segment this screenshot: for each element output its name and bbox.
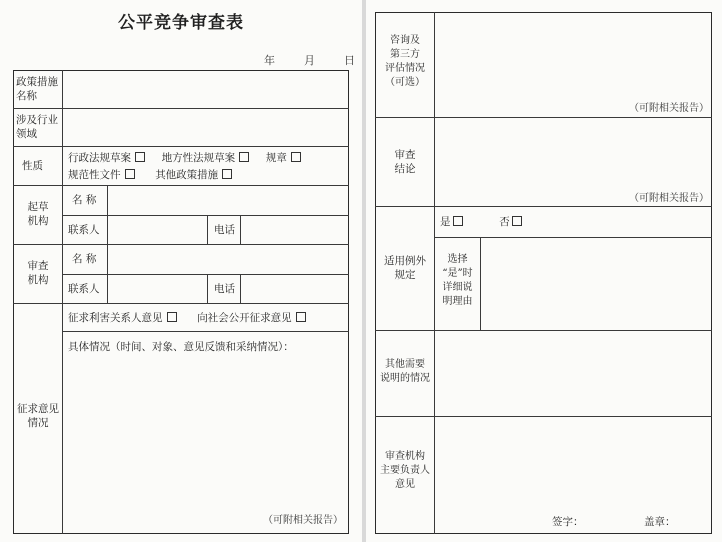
other-info-label: 其他需要 说明的情况 (380, 359, 430, 384)
year-label: 年 (264, 54, 275, 67)
other-policy-option: 其他政策措施 (155, 169, 219, 181)
policy-name-label: 政策措施 名称 (16, 76, 58, 102)
month-label: 月 (304, 54, 315, 67)
right-page (366, 0, 722, 542)
industry-label: 涉及行业 领域 (16, 114, 58, 140)
drafting-org-label: 起草 机构 (27, 201, 49, 227)
consult-label: 咨询及 第三方 评估情况 （可选） (385, 35, 425, 88)
choose-reason-label: 选择 “是”时 详细说 明理由 (442, 254, 473, 307)
conclusion-label: 审查 结论 (394, 149, 416, 175)
exception-label: 适用例外 规定 (384, 255, 426, 281)
attach-report-note: （可附相关报告） (263, 515, 343, 526)
admin-reg-option: 行政法规草案 (68, 152, 131, 164)
other-policy-checkbox[interactable] (222, 169, 232, 179)
drafting-phone-label: 电话 (214, 224, 235, 236)
head-opinion-label: 审查机构 主要负责人 意见 (380, 451, 430, 490)
form-title: 公平竞争审查表 (118, 13, 244, 33)
local-reg-option: 地方性法规草案 (161, 152, 236, 164)
reviewing-phone-label: 电话 (214, 283, 235, 295)
rules-option: 规章 (265, 152, 287, 164)
signature-label: 签字： (552, 516, 584, 528)
date-line (264, 52, 355, 68)
no-option: 否 (499, 216, 510, 228)
left-form-table (13, 70, 349, 534)
reviewing-name-label: 名 称 (72, 253, 97, 265)
nature-options-row2 (68, 168, 232, 182)
seal-label: 盖章： (644, 516, 676, 528)
stakeholders-option: 征求利害关系人意见 (68, 312, 163, 324)
rules-checkbox[interactable] (291, 152, 301, 162)
conclusion-attach-note: （可附相关报告） (629, 193, 709, 204)
opinion-label: 征求意见 情况 (17, 403, 59, 429)
normative-option: 规范性文件 (68, 169, 121, 181)
reviewing-contact-label: 联系人 (68, 283, 100, 295)
reviewing-org-label: 审查 机构 (27, 260, 49, 286)
consult-attach-note: （可附相关报告） (629, 103, 709, 114)
yes-checkbox[interactable] (453, 216, 463, 226)
stakeholders-checkbox[interactable] (167, 312, 177, 322)
drafting-name-label: 名 称 (72, 194, 97, 206)
nature-options-row1 (68, 151, 301, 165)
normative-checkbox[interactable] (125, 169, 135, 179)
admin-reg-checkbox[interactable] (135, 152, 145, 162)
yes-option: 是 (440, 216, 451, 228)
drafting-contact-label: 联系人 (68, 224, 100, 236)
public-option: 向社会公开征求意见 (197, 312, 292, 324)
nature-label: 性质 (22, 160, 43, 172)
opinion-options-row (68, 311, 306, 325)
day-label: 日 (344, 54, 355, 67)
local-reg-checkbox[interactable] (239, 152, 249, 162)
no-checkbox[interactable] (512, 216, 522, 226)
details-label: 具体情况（时间、对象、意见反馈和采纳情况）： (68, 341, 294, 353)
public-checkbox[interactable] (296, 312, 306, 322)
exception-choice-row (440, 215, 522, 229)
